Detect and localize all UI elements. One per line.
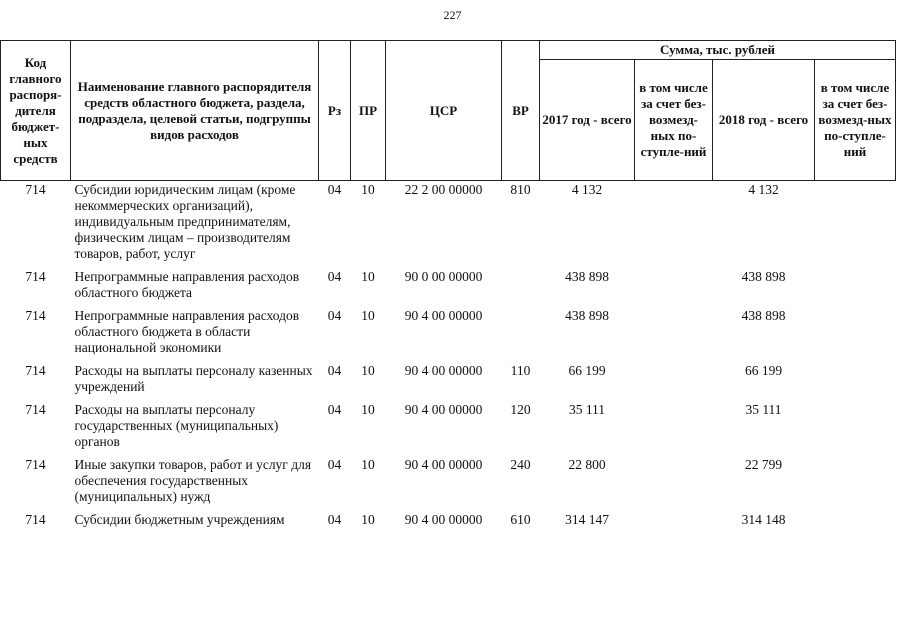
cell-code: 714: [25, 402, 46, 417]
cell-csr: 90 4 00 00000: [404, 512, 483, 527]
cell-2018-free: [815, 181, 896, 266]
cell-rz: 04: [327, 182, 342, 197]
cell-csr: 90 4 00 00000: [404, 457, 483, 472]
cell-2018-free: [815, 265, 896, 304]
cell-csr: 22 2 00 00000: [404, 182, 483, 197]
cell-name: Непрограммные направления расходов областного бюджета: [74, 269, 300, 300]
header-vr: ВР: [502, 41, 540, 181]
cell-rz: 04: [327, 402, 342, 417]
cell-code: 714: [25, 363, 46, 378]
cell-2018-free: [815, 453, 896, 508]
cell-2017-free: [635, 181, 713, 266]
cell-rz: 04: [327, 308, 342, 323]
cell-vr: 810: [510, 182, 531, 197]
header-2018-total: 2018 год - всего: [713, 60, 815, 181]
cell-2017-total: 438 898: [565, 308, 609, 323]
cell-2018-free: [815, 359, 896, 398]
cell-vr: 110: [510, 363, 531, 378]
cell-name: Субсидии юридическим лицам (кроме некоммерческих организаций), индивидуальным предпринимателям, физическим лицам – производителям товаров, работ, услуг: [74, 182, 296, 261]
cell-vr: 240: [510, 457, 531, 472]
cell-pr: 10: [361, 363, 375, 378]
cell-2017-total: 314 147: [565, 512, 609, 527]
cell-2018-free: [815, 398, 896, 453]
cell-csr: 90 4 00 00000: [404, 402, 483, 417]
cell-rz: 04: [327, 269, 342, 284]
table-body: [1, 181, 896, 532]
cell-2017-free: [635, 359, 713, 398]
cell-csr: 90 4 00 00000: [404, 308, 483, 323]
cell-2017-total: 4 132: [571, 182, 603, 197]
cell-name: Расходы на выплаты персоналу казенных учреждений: [74, 363, 313, 394]
page-number: 227: [443, 8, 462, 22]
header-rz: Рз: [319, 41, 351, 181]
cell-name: Субсидии бюджетным учреждениям: [74, 512, 285, 527]
cell-rz: 04: [327, 512, 342, 527]
cell-2017-total: 35 111: [568, 402, 606, 417]
cell-2018-total: 35 111: [745, 402, 782, 417]
cell-csr: 90 4 00 00000: [404, 363, 483, 378]
table-row: [1, 265, 896, 304]
cell-2018-free: [815, 304, 896, 359]
header-2017-total: 2017 год - всего: [540, 60, 635, 181]
cell-pr: 10: [361, 512, 375, 527]
cell-pr: 10: [361, 457, 375, 472]
cell-vr: [502, 304, 540, 359]
cell-2018-total: 66 199: [744, 363, 783, 378]
cell-2018-total: 314 148: [741, 512, 786, 527]
header-2017-free: в том числе за счет без-возмезд-ных по-ступле-ний: [635, 60, 713, 181]
cell-code: 714: [25, 457, 46, 472]
cell-code: 714: [25, 182, 46, 197]
header-csr: ЦСР: [386, 41, 502, 181]
header-2018-free: в том числе за счет без-возмезд-ных по-ступле-ний: [815, 60, 896, 181]
cell-pr: 10: [361, 402, 375, 417]
cell-vr: 610: [510, 512, 531, 527]
cell-code: 714: [25, 512, 46, 527]
budget-table: [0, 40, 896, 531]
cell-2017-free: [635, 304, 713, 359]
cell-name: Расходы на выплаты персоналу государственных (муниципальных) органов: [74, 402, 279, 449]
header-sum: Сумма, тыс. рублей: [540, 41, 896, 60]
cell-pr: 10: [361, 269, 375, 284]
cell-2017-free: [635, 265, 713, 304]
cell-2017-free: [635, 398, 713, 453]
cell-code: 714: [25, 269, 46, 284]
cell-2017-total: 438 898: [565, 269, 609, 284]
table-row: [1, 453, 896, 508]
table-row: [1, 359, 896, 398]
cell-vr: 120: [510, 402, 531, 417]
cell-vr: [502, 265, 540, 304]
table-row: [1, 508, 896, 531]
cell-2018-total: 4 132: [748, 182, 779, 197]
cell-2018-free: [815, 508, 896, 531]
table-header: [1, 41, 896, 181]
cell-2018-total: 22 799: [744, 457, 783, 472]
cell-pr: 10: [361, 308, 375, 323]
table-row: [1, 181, 896, 266]
header-pr: ПР: [351, 41, 386, 181]
cell-name: Непрограммные направления расходов областного бюджета в области национальной экономики: [74, 308, 300, 355]
cell-rz: 04: [327, 457, 342, 472]
header-code: Код главного распоря-дителя бюджет-ных средств: [1, 41, 71, 181]
cell-name: Иные закупки товаров, работ и услуг для обеспечения государственных (муниципальных) нужд: [74, 457, 312, 504]
cell-2017-free: [635, 508, 713, 531]
cell-rz: 04: [327, 363, 342, 378]
cell-csr: 90 0 00 00000: [404, 269, 483, 284]
table-row: [1, 304, 896, 359]
header-name: Наименование главного распорядителя средств областного бюджета, раздела, подраздела, целевой статьи, подгруппы видов расходов: [71, 41, 319, 181]
table-row: [1, 398, 896, 453]
cell-2018-total: 438 898: [741, 308, 786, 323]
cell-2017-free: [635, 453, 713, 508]
cell-2017-total: 22 800: [568, 457, 606, 472]
cell-pr: 10: [361, 182, 375, 197]
cell-code: 714: [25, 308, 46, 323]
cell-2018-total: 438 898: [741, 269, 786, 284]
cell-2017-total: 66 199: [568, 363, 606, 378]
